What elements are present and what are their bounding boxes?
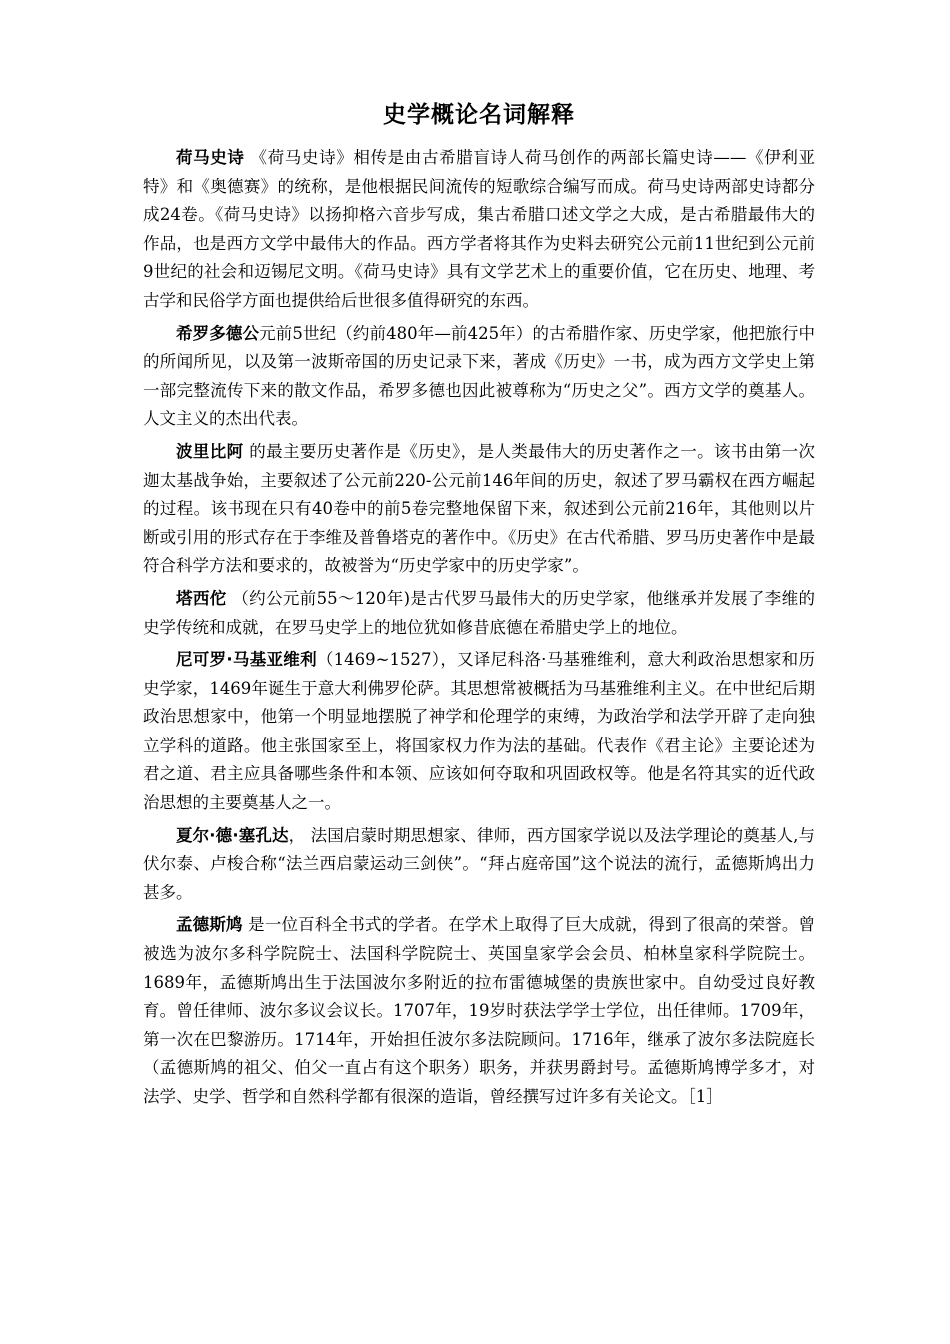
entry-term: 波里比阿	[176, 441, 244, 461]
entry-term: 希罗多德公	[176, 323, 260, 343]
entry-text: 《荷马史诗》相传是由古希腊盲诗人荷马创作的两部长篇史诗——《伊利亚特》和《奥德赛》的统称，是他根据民间流传的短歌综合编写而成。荷马史诗两部史诗都分成24卷。《荷马史诗》以扬抑格六音步写成，集古希腊口述文学之大成，是古希腊最伟大的作品，也是西方文学中最伟大的作品。西方学者将其作为史料去研究公元前11世纪到公元前9世纪的社会和迈锡尼文明。《荷马史诗》具有文学艺术上的重要价值，它在历史、地理、考古学和民俗学方面也提供给后世很多值得研究的东西。	[143, 148, 816, 310]
entry-text: ， 法国启蒙时期思想家、律师，西方国家学说以及法学理论的奠基人,与伏尔泰、卢梭合称“法兰西启蒙运动三剑侠”。“拜占庭帝国”这个说法的流行，孟德斯鸠出力甚多。	[143, 825, 815, 902]
page-title: 史学概论名词解释	[383, 102, 575, 128]
entry-text: 元前5世纪（约前480年—前425年）的古希腊作家、历史学家，他把旅行中的所闻所见，以及第一波斯帝国的历史记录下来，著成《历史》一书，成为西方文学史上第一部完整流传下来的散文作品，希罗多德也因此被尊称为“历史之父”。西方文学的奠基人。人文主义的杰出代表。	[143, 323, 815, 429]
entry-homeric-epics	[143, 144, 815, 316]
entry-text: （约公元前55～120年)是古代罗马最伟大的历史学家，他继承并发展了李维的史学传统和成就，在罗马史学上的地位犹如修昔底德在希腊史学上的地位。	[143, 588, 816, 637]
entry-term: 夏尔·德·塞孔达	[176, 825, 289, 845]
entry-text: 的最主要历史著作是《历史》，是人类最伟大的历史著作之一。该书由第一次迦太基战争始，主要叙述了公元前220-公元前146年间的历史，叙述了罗马霸权在西方崛起的过程。该书现在只有40卷中的前5卷完整地保留下来，叙述到公元前216年，其他则以片断或引用的形式存在于李维及普鲁塔克的著作中。《历史》在古代希腊、罗马历史著作中是最符合科学方法和要求的，故被誉为“历史学家中的历史学家”。	[143, 441, 816, 576]
entry-tacitus	[143, 585, 815, 642]
document-page	[143, 100, 815, 1116]
entry-polybius	[143, 438, 815, 581]
entry-text: （1469~1527），又译尼科洛·马基雅维利，意大利政治思想家和历史学家，1469年诞生于意大利佛罗伦萨。其思想常被概括为马基雅维利主义。在中世纪后期政治思想家中，他第一个明显地摆脱了神学和伦理学的束缚，为政治学和法学开辟了走向独立学科的道路。他主张国家至上，将国家权力作为法的基础。代表作《君主论》主要论述为君之道、君主应具备哪些条件和本领、应该如何夺取和巩固政权等。他是名符其实的近代政治思想的主要奠基人之一。	[143, 650, 815, 813]
entry-text: 是一位百科全书式的学者。在学术上取得了巨大成就，得到了很高的荣誉。曾被选为波尔多科学院院士、法国科学院院士、英国皇家学会会员、柏林皇家科学院院士。1689年，孟德斯鸠出生于法国波尔多附近的拉布雷德城堡的贵族世家中。自幼受过良好教育。曾任律师、波尔多议会议长。1707年，19岁时获法学学士学位，出任律师。1709年，第一次在巴黎游历。1714年，开始担任波尔多法院顾问。1716年，继承了波尔多法院庭长（孟德斯鸠的祖父、伯父一直占有这个职务）职务，并获男爵封号。孟德斯鸠博学多才，对法学、史学、哲学和自然科学都有很深的造诣，曾经撰写过许多有关论文。［1］	[143, 915, 816, 1106]
entry-term: 孟德斯鸠	[176, 915, 243, 935]
entry-herodotus	[143, 320, 815, 434]
entry-term: 塔西佗	[176, 588, 227, 608]
entry-term: 尼可罗·马基亚维利	[176, 650, 317, 670]
entry-montesquieu	[143, 911, 815, 1111]
entry-term: 荷马史诗	[176, 148, 245, 167]
entry-secondat	[143, 822, 815, 908]
entry-machiavelli	[143, 646, 815, 818]
